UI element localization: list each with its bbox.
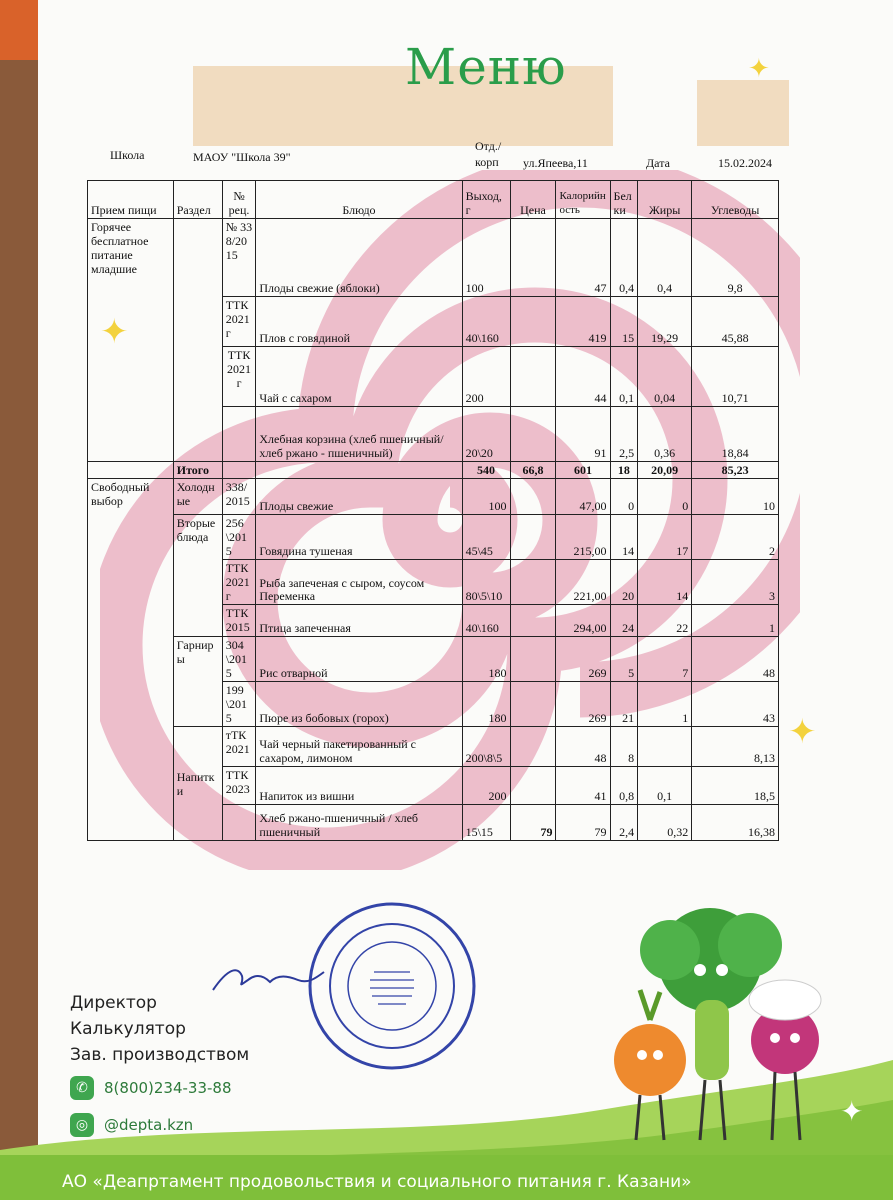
protein-cell: 2,5 — [610, 407, 638, 462]
price-cell — [510, 297, 556, 347]
kcal-cell: 44 — [556, 347, 610, 407]
out-cell: 40\160 — [462, 297, 510, 347]
carb-cell: 16,38 — [692, 805, 779, 841]
price-cell — [510, 767, 556, 805]
dept-label: Отд./корп — [475, 139, 502, 169]
meal-cell: Горячее бесплатное питание младшие — [88, 219, 174, 462]
dish-cell: Рыба запеченая с сыром, соусом Переменка — [256, 560, 462, 605]
out-cell: 15\15 — [462, 805, 510, 841]
section-cell: Вторые блюда — [173, 515, 222, 637]
dish-cell: Чай черный пакетированный с сахаром, лимоном — [256, 727, 462, 767]
dish-cell: Говядина тушеная — [256, 515, 462, 560]
fat-cell: 0,36 — [638, 407, 692, 462]
kcal-cell: 47 — [556, 219, 610, 297]
kcal-cell: 91 — [556, 407, 610, 462]
menu-table — [87, 180, 779, 841]
out-cell: 200\8\5 — [462, 727, 510, 767]
dish-cell: Плов с говядиной — [256, 297, 462, 347]
protein-cell: 5 — [610, 637, 638, 682]
sparkle-icon: ✦ — [840, 1095, 864, 1128]
out-cell: 40\160 — [462, 605, 510, 637]
carb-cell: 43 — [692, 682, 779, 727]
rec-cell: № 338/2015 — [222, 219, 256, 297]
dish-cell: Хлеб ржано-пшеничный / хлеб пшеничный — [256, 805, 462, 841]
fat-cell: 22 — [638, 605, 692, 637]
fat-cell: 1 — [638, 682, 692, 727]
protein-cell: 0,4 — [610, 219, 638, 297]
out-cell: 20\20 — [462, 407, 510, 462]
col-header: Блюдо — [256, 181, 462, 219]
calculator-label: Калькулятор — [70, 1019, 186, 1039]
total-price: 66,8 — [510, 462, 556, 479]
carb-cell: 1 — [692, 605, 779, 637]
col-header: Калорийность — [556, 181, 610, 219]
carb-cell: 10,71 — [692, 347, 779, 407]
kcal-cell: 79 — [556, 805, 610, 841]
company-name: АО «Деапртамент продовольствия и социального питания г. Казани» — [62, 1172, 692, 1192]
kcal-cell: 221,00 — [556, 560, 610, 605]
rec-cell: 256\2015 — [222, 515, 256, 560]
col-header: Цена — [510, 181, 556, 219]
protein-cell: 0 — [610, 479, 638, 515]
instagram-handle[interactable]: @depta.kzn — [104, 1116, 194, 1134]
fat-cell: 0,04 — [638, 347, 692, 407]
col-header: Раздел — [173, 181, 222, 219]
total-label: Итого — [173, 462, 222, 479]
protein-cell: 0,1 — [610, 347, 638, 407]
total-kcal: 601 — [556, 462, 610, 479]
rec-cell: ТТК 2023 — [222, 767, 256, 805]
protein-cell: 0,8 — [610, 767, 638, 805]
carb-cell: 8,13 — [692, 727, 779, 767]
table-header-row — [88, 181, 779, 219]
price-cell — [510, 515, 556, 560]
dish-cell: Птица запеченная — [256, 605, 462, 637]
dish-cell: Рис отварной — [256, 637, 462, 682]
out-cell: 180 — [462, 637, 510, 682]
rec-cell: ТТК2021 г — [222, 560, 256, 605]
col-header: Белки — [610, 181, 638, 219]
fat-cell: 0 — [638, 479, 692, 515]
price-cell — [510, 682, 556, 727]
instagram-icon: ◎ — [70, 1113, 94, 1137]
total-protein: 18 — [610, 462, 638, 479]
fat-cell: 7 — [638, 637, 692, 682]
school-label: Школа — [110, 148, 145, 162]
carb-cell: 45,88 — [692, 297, 779, 347]
dish-cell: Плоды свежие — [256, 479, 462, 515]
protein-cell: 21 — [610, 682, 638, 727]
kcal-cell: 294,00 — [556, 605, 610, 637]
production-label: Зав. производством — [70, 1045, 250, 1065]
carb-cell: 18,84 — [692, 407, 779, 462]
protein-cell: 2,4 — [610, 805, 638, 841]
date-label: Дата — [646, 156, 670, 170]
col-header: Углеводы — [692, 181, 779, 219]
menu-title: Меню — [405, 38, 567, 96]
section-cell — [173, 219, 222, 462]
dish-cell — [256, 462, 462, 479]
section-cell: Холодные — [173, 479, 222, 515]
dish-cell: Пюре из бобовых (горох) — [256, 682, 462, 727]
kcal-cell: 269 — [556, 682, 610, 727]
meal-cell: Свободный выбор — [88, 479, 174, 841]
carb-cell: 3 — [692, 560, 779, 605]
price-cell — [510, 347, 556, 407]
rec-cell — [222, 462, 256, 479]
total-fat: 20,09 — [638, 462, 692, 479]
dish-cell: Хлебная корзина (хлеб пшеничный/хлеб ржано - пшеничный) — [256, 407, 462, 462]
address: ул.Япеева,11 — [523, 156, 588, 170]
price-cell — [510, 605, 556, 637]
carb-cell: 9,8 — [692, 219, 779, 297]
fat-cell — [638, 727, 692, 767]
col-header: Выход, г — [462, 181, 510, 219]
rec-cell: ТТК 2021 г — [222, 347, 256, 407]
price-cell — [510, 560, 556, 605]
fat-cell: 19,29 — [638, 297, 692, 347]
carb-cell: 48 — [692, 637, 779, 682]
rec-cell: 304\2015 — [222, 637, 256, 682]
rec-cell: ТТК2021 г — [222, 297, 256, 347]
col-header: Жиры — [638, 181, 692, 219]
table-row — [88, 637, 779, 682]
kcal-cell: 215,00 — [556, 515, 610, 560]
out-cell: 100 — [462, 219, 510, 297]
kcal-cell: 419 — [556, 297, 610, 347]
rec-cell — [222, 805, 256, 841]
out-cell: 200 — [462, 767, 510, 805]
out-cell: 80\5\10 — [462, 560, 510, 605]
carb-cell: 18,5 — [692, 767, 779, 805]
fat-cell: 14 — [638, 560, 692, 605]
redaction-right — [697, 80, 789, 146]
price-cell — [510, 479, 556, 515]
price-cell — [510, 407, 556, 462]
dish-cell: Плоды свежие (яблоки) — [256, 219, 462, 297]
section-cell: Напитки — [173, 727, 222, 841]
kcal-cell: 41 — [556, 767, 610, 805]
table-row — [88, 479, 779, 515]
price-cell — [510, 727, 556, 767]
table-row — [88, 727, 779, 767]
total-carb: 85,23 — [692, 462, 779, 479]
vegetable-characters — [560, 890, 860, 1150]
rec-cell: тТК 2021 — [222, 727, 256, 767]
out-cell: 180 — [462, 682, 510, 727]
col-header: Прием пищи — [88, 181, 174, 219]
kcal-cell: 48 — [556, 727, 610, 767]
date-value: 15.02.2024 — [718, 156, 772, 170]
total-out: 540 — [462, 462, 510, 479]
school-name: МАОУ "Школа 39" — [193, 150, 291, 164]
kcal-cell: 47,00 — [556, 479, 610, 515]
protein-cell: 8 — [610, 727, 638, 767]
protein-cell: 20 — [610, 560, 638, 605]
phone-number[interactable]: 8(800)234-33-88 — [104, 1079, 232, 1097]
protein-cell: 14 — [610, 515, 638, 560]
carb-cell: 10 — [692, 479, 779, 515]
rec-cell — [222, 407, 256, 462]
rec-cell: ТТК2015 — [222, 605, 256, 637]
out-cell: 200 — [462, 347, 510, 407]
rec-cell: 199\2015 — [222, 682, 256, 727]
section-cell: Гарниры — [173, 637, 222, 727]
protein-cell: 15 — [610, 297, 638, 347]
col-header: № рец. — [222, 181, 256, 219]
fat-cell: 0,4 — [638, 219, 692, 297]
total-row — [88, 462, 779, 479]
meal-cell — [88, 462, 174, 479]
table-row — [88, 515, 779, 560]
sparkle-icon: ✦ — [100, 312, 129, 352]
fat-cell: 0,32 — [638, 805, 692, 841]
phone-icon: ✆ — [70, 1076, 94, 1100]
sparkle-icon: ✦ — [788, 712, 817, 752]
price-cell: 79 — [510, 805, 556, 841]
fat-cell: 0,1 — [638, 767, 692, 805]
dish-cell: Чай с сахаром — [256, 347, 462, 407]
protein-cell: 24 — [610, 605, 638, 637]
price-cell — [510, 219, 556, 297]
table-row — [88, 219, 779, 297]
out-cell: 45\45 — [462, 515, 510, 560]
director-label: Директор — [70, 993, 157, 1013]
price-cell — [510, 637, 556, 682]
rec-cell: 338/2015 — [222, 479, 256, 515]
fat-cell: 17 — [638, 515, 692, 560]
carb-cell: 2 — [692, 515, 779, 560]
out-cell: 100 — [462, 479, 510, 515]
kcal-cell: 269 — [556, 637, 610, 682]
dish-cell: Напиток из вишни — [256, 767, 462, 805]
sparkle-icon: ✦ — [748, 54, 770, 84]
